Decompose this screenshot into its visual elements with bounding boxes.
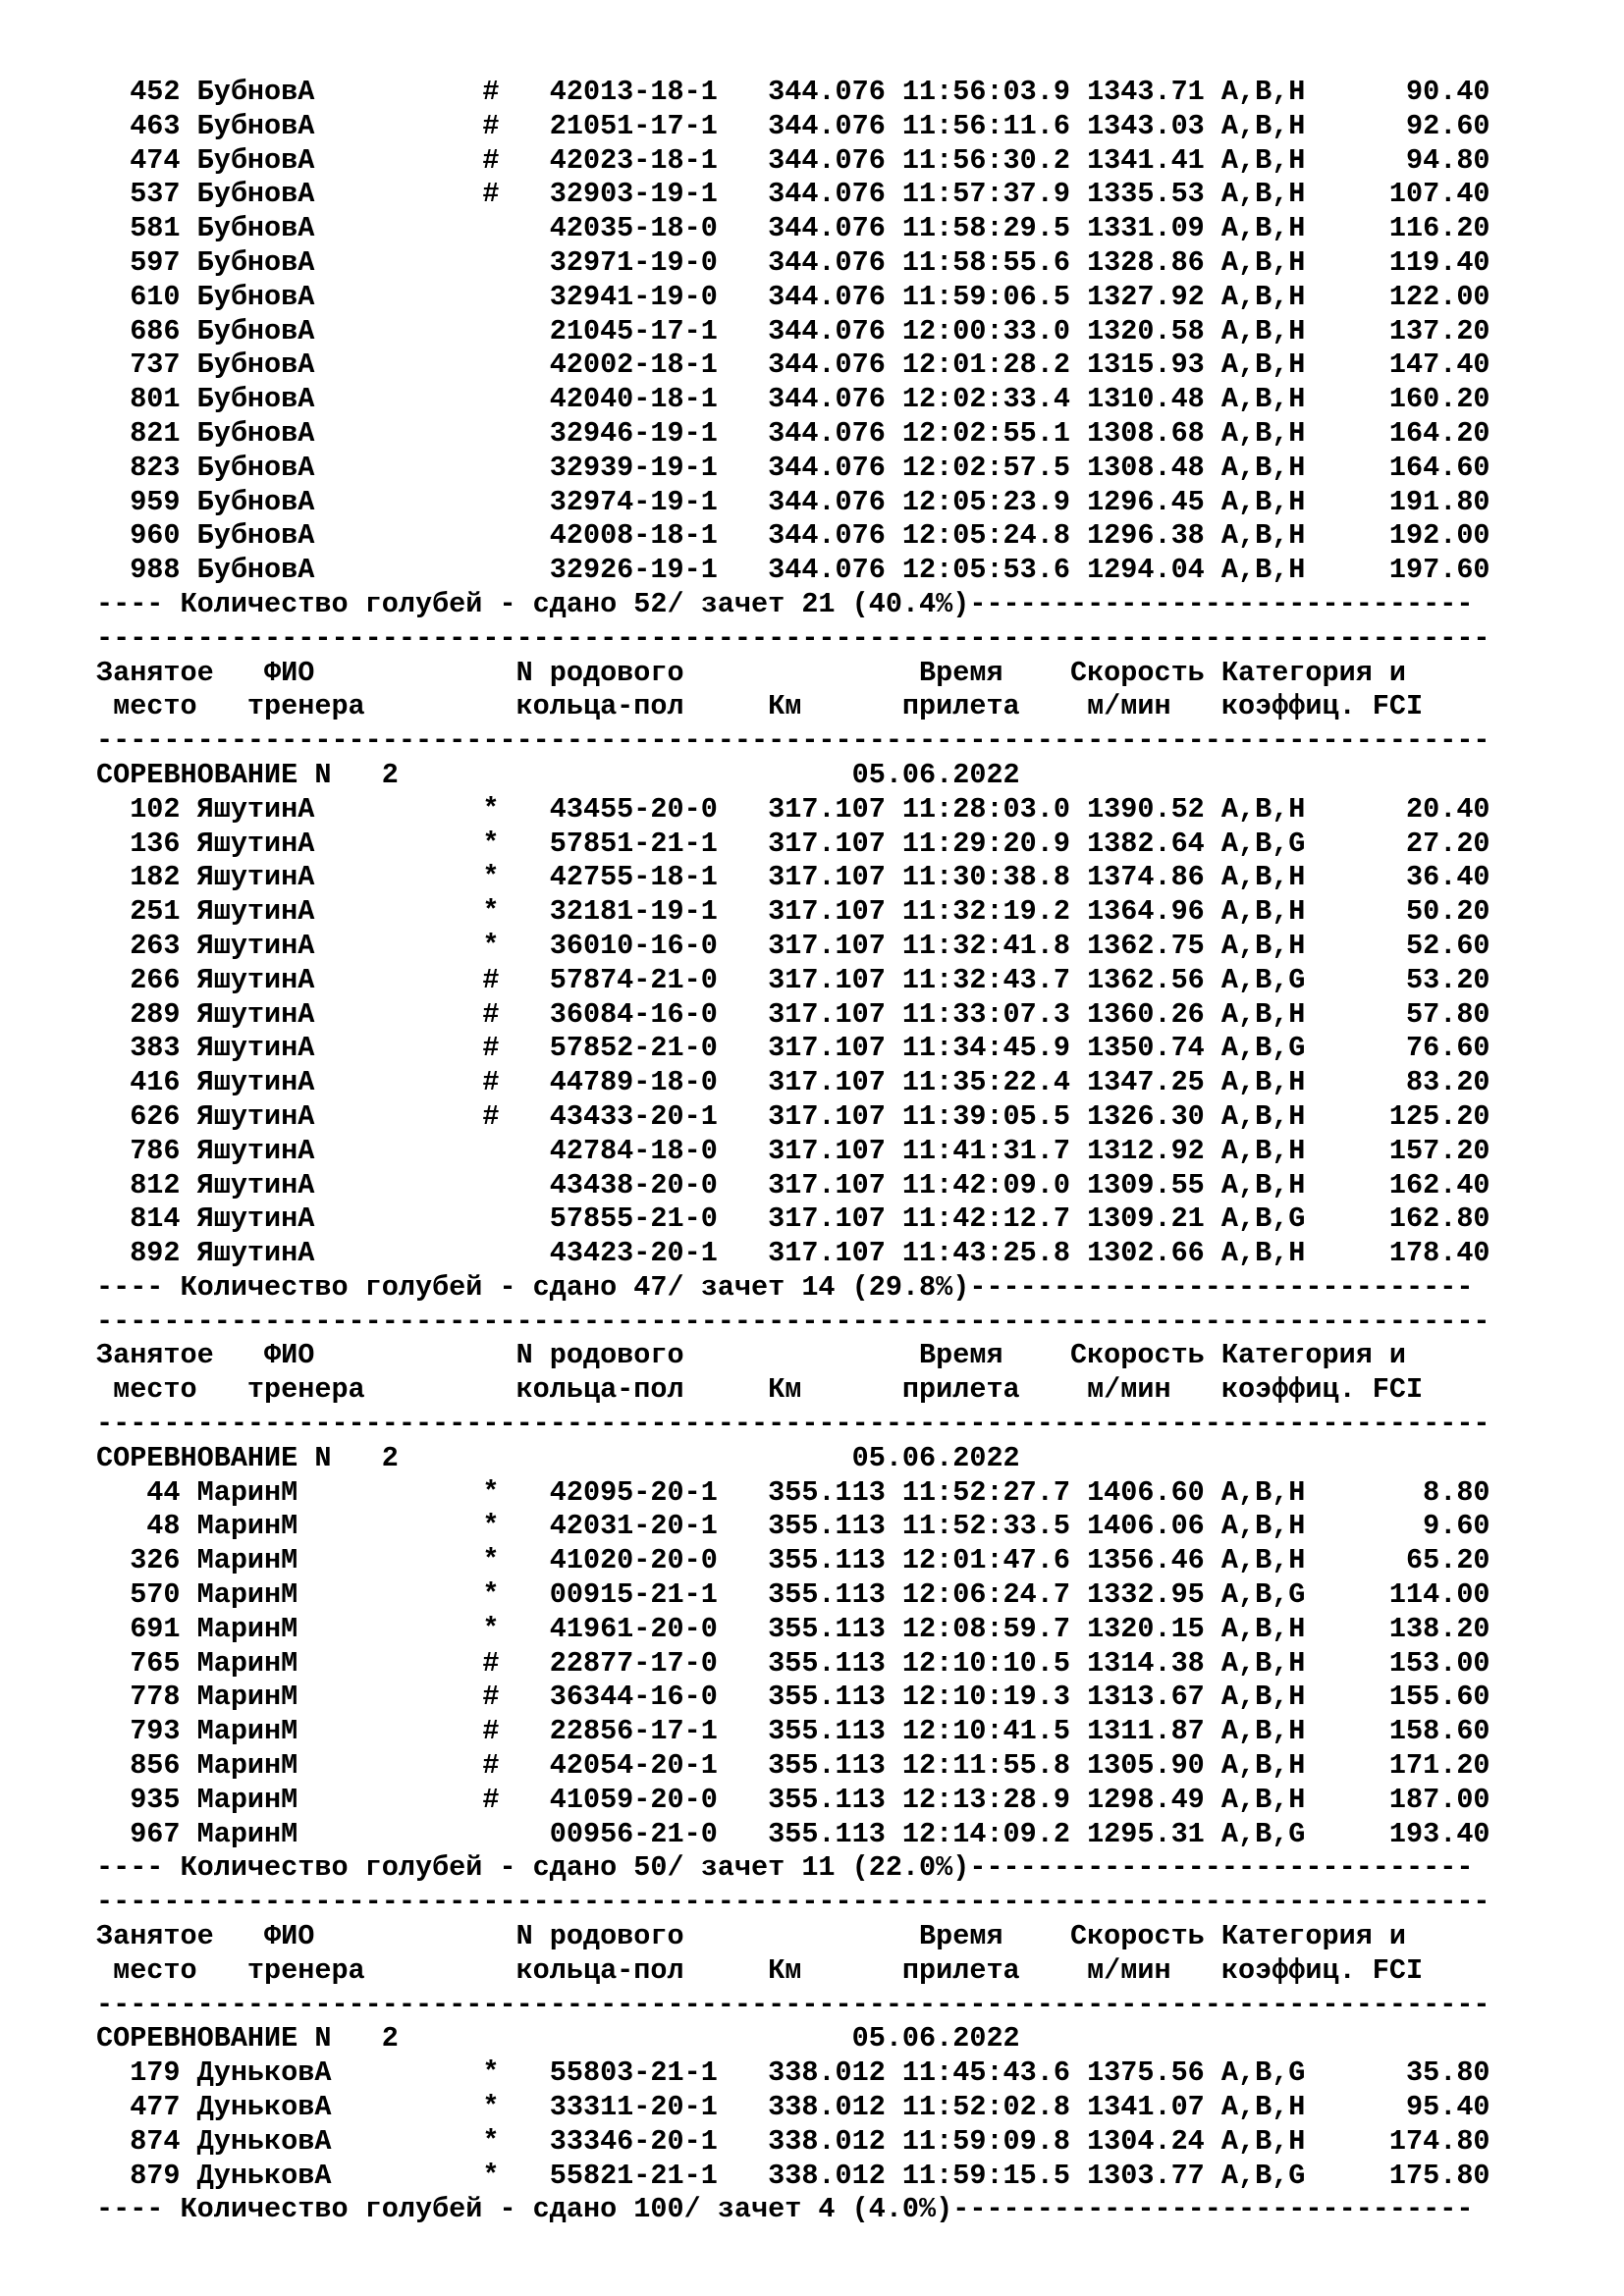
result-row: 383 ЯшутинА # 57852-21-0 317.107 11:34:45.9 1350.74 A,B,G 76.60: [96, 1032, 1490, 1065]
result-row: 812 ЯшутинА 43438-20-0 317.107 11:42:09.0 1309.55 A,B,H 162.40: [96, 1168, 1490, 1201]
separator-line: -----------------------------------------------------------------------------------: [96, 1305, 1490, 1338]
competition-header: СОРЕВНОВАНИЕ N 2 05.06.2022: [96, 1441, 1020, 1474]
result-row: 626 ЯшутинА # 43433-20-1 317.107 11:39:05.5 1326.30 A,B,H 125.20: [96, 1099, 1490, 1133]
result-row: 251 ЯшутинА * 32181-19-1 317.107 11:32:19.2 1364.96 A,B,H 50.20: [96, 895, 1490, 929]
separator-line: -----------------------------------------------------------------------------------: [96, 1988, 1490, 2021]
column-header: Занятое ФИО N родового Время Скорость Категория и: [96, 1920, 1407, 1953]
result-row: 801 БубновА 42040-18-1 344.076 12:02:33.4 1310.48 A,B,H 160.20: [96, 383, 1490, 416]
result-row: 289 ЯшутинА # 36084-16-0 317.107 11:33:07.3 1360.26 A,B,H 57.80: [96, 997, 1490, 1031]
result-row: 786 ЯшутинА 42784-18-0 317.107 11:41:31.7 1312.92 A,B,H 157.20: [96, 1134, 1490, 1167]
competition-header: СОРЕВНОВАНИЕ N 2 05.06.2022: [96, 2022, 1020, 2056]
results-printout: [96, 76, 1490, 2227]
column-header: место тренера кольца-пол Км прилета м/мин коэффиц. FCI: [96, 1373, 1424, 1407]
summary-line: ---- Количество голубей - сдано 50/ зачет 11 (22.0%)------------------------------: [96, 1851, 1474, 1885]
column-header: Занятое ФИО N родового Время Скорость Категория и: [96, 1339, 1407, 1372]
summary-line: ---- Количество голубей - сдано 47/ зачет 14 (29.8%)------------------------------: [96, 1270, 1474, 1304]
result-row: 765 МаринМ # 22877-17-0 355.113 12:10:10.5 1314.38 A,B,H 153.00: [96, 1646, 1490, 1680]
result-row: 537 БубновА # 32903-19-1 344.076 11:57:37.9 1335.53 A,B,H 107.40: [96, 178, 1490, 211]
result-row: 856 МаринМ # 42054-20-1 355.113 12:11:55.8 1305.90 A,B,H 171.20: [96, 1749, 1490, 1783]
result-row: 959 БубновА 32974-19-1 344.076 12:05:23.9 1296.45 A,B,H 191.80: [96, 485, 1490, 518]
result-row: 737 БубновА 42002-18-1 344.076 12:01:28.2 1315.93 A,B,H 147.40: [96, 348, 1490, 382]
separator-line: -----------------------------------------------------------------------------------: [96, 724, 1490, 758]
column-header: место тренера кольца-пол Км прилета м/мин коэффиц. FCI: [96, 690, 1424, 723]
result-row: 570 МаринМ * 00915-21-1 355.113 12:06:24.7 1332.95 A,B,G 114.00: [96, 1578, 1490, 1612]
result-row: 823 БубновА 32939-19-1 344.076 12:02:57.5 1308.48 A,B,H 164.60: [96, 451, 1490, 484]
result-row: 892 ЯшутинА 43423-20-1 317.107 11:43:25.8 1302.66 A,B,H 178.40: [96, 1237, 1490, 1270]
result-row: 182 ЯшутинА * 42755-18-1 317.107 11:30:38.8 1374.86 A,B,H 36.40: [96, 861, 1490, 894]
result-row: 48 МаринМ * 42031-20-1 355.113 11:52:33.5 1406.06 A,B,H 9.60: [96, 1510, 1490, 1543]
column-header: место тренера кольца-пол Км прилета м/мин коэффиц. FCI: [96, 1953, 1424, 1987]
summary-line: ---- Количество голубей - сдано 52/ зачет 21 (40.4%)------------------------------: [96, 587, 1474, 620]
result-row: 266 ЯшутинА # 57874-21-0 317.107 11:32:43.7 1362.56 A,B,G 53.20: [96, 963, 1490, 996]
result-row: 874 ДуньковА * 33346-20-1 338.012 11:59:09.8 1304.24 A,B,H 174.80: [96, 2124, 1490, 2158]
result-row: 814 ЯшутинА 57855-21-0 317.107 11:42:12.7 1309.21 A,B,G 162.80: [96, 1202, 1490, 1236]
result-row: 597 БубновА 32971-19-0 344.076 11:58:55.6 1328.86 A,B,H 119.40: [96, 245, 1490, 279]
result-row: 967 МаринМ 00956-21-0 355.113 12:14:09.2 1295.31 A,B,G 193.40: [96, 1817, 1490, 1850]
competition-header: СОРЕВНОВАНИЕ N 2 05.06.2022: [96, 758, 1020, 791]
separator-line: -----------------------------------------------------------------------------------: [96, 1408, 1490, 1441]
column-header: Занятое ФИО N родового Время Скорость Категория и: [96, 656, 1407, 689]
result-row: 686 БубновА 21045-17-1 344.076 12:00:33.0 1320.58 A,B,H 137.20: [96, 314, 1490, 347]
result-row: 793 МаринМ # 22856-17-1 355.113 12:10:41.5 1311.87 A,B,H 158.60: [96, 1715, 1490, 1748]
result-row: 44 МаринМ * 42095-20-1 355.113 11:52:27.7 1406.60 A,B,H 8.80: [96, 1475, 1490, 1509]
result-row: 463 БубновА # 21051-17-1 344.076 11:56:11.6 1343.03 A,B,H 92.60: [96, 109, 1490, 142]
result-row: 821 БубновА 32946-19-1 344.076 12:02:55.1 1308.68 A,B,H 164.20: [96, 416, 1490, 450]
result-row: 326 МаринМ * 41020-20-0 355.113 12:01:47.6 1356.46 A,B,H 65.20: [96, 1544, 1490, 1577]
summary-line: ---- Количество голубей - сдано 100/ зачет 4 (4.0%)-------------------------------: [96, 2193, 1474, 2226]
result-row: 935 МаринМ # 41059-20-0 355.113 12:13:28.9 1298.49 A,B,H 187.00: [96, 1783, 1490, 1816]
result-row: 778 МаринМ # 36344-16-0 355.113 12:10:19.3 1313.67 A,B,H 155.60: [96, 1681, 1490, 1714]
result-row: 102 ЯшутинА * 43455-20-0 317.107 11:28:03.0 1390.52 A,B,H 20.40: [96, 792, 1490, 826]
separator-line: -----------------------------------------------------------------------------------: [96, 621, 1490, 655]
result-row: 477 ДуньковА * 33311-20-1 338.012 11:52:02.8 1341.07 A,B,H 95.40: [96, 2091, 1490, 2124]
result-row: 879 ДуньковА * 55821-21-1 338.012 11:59:15.5 1303.77 A,B,G 175.80: [96, 2159, 1490, 2192]
result-row: 179 ДуньковА * 55803-21-1 338.012 11:45:43.6 1375.56 A,B,G 35.80: [96, 2056, 1490, 2090]
result-row: 581 БубновА 42035-18-0 344.076 11:58:29.5 1331.09 A,B,H 116.20: [96, 212, 1490, 245]
result-row: 691 МаринМ * 41961-20-0 355.113 12:08:59.7 1320.15 A,B,H 138.20: [96, 1612, 1490, 1645]
result-row: 136 ЯшутинА * 57851-21-1 317.107 11:29:20.9 1382.64 A,B,G 27.20: [96, 827, 1490, 860]
separator-line: -----------------------------------------------------------------------------------: [96, 1886, 1490, 1919]
result-row: 263 ЯшутинА * 36010-16-0 317.107 11:32:41.8 1362.75 A,B,H 52.60: [96, 929, 1490, 962]
result-row: 416 ЯшутинА # 44789-18-0 317.107 11:35:22.4 1347.25 A,B,H 83.20: [96, 1066, 1490, 1099]
result-row: 474 БубновА # 42023-18-1 344.076 11:56:30.2 1341.41 A,B,H 94.80: [96, 143, 1490, 177]
result-row: 452 БубновА # 42013-18-1 344.076 11:56:03.9 1343.71 A,B,H 90.40: [96, 76, 1490, 108]
result-row: 610 БубновА 32941-19-0 344.076 11:59:06.5 1327.92 A,B,H 122.00: [96, 280, 1490, 313]
result-row: 960 БубновА 42008-18-1 344.076 12:05:24.8 1296.38 A,B,H 192.00: [96, 519, 1490, 553]
result-row: 988 БубновА 32926-19-1 344.076 12:05:53.6 1294.04 A,B,H 197.60: [96, 554, 1490, 587]
